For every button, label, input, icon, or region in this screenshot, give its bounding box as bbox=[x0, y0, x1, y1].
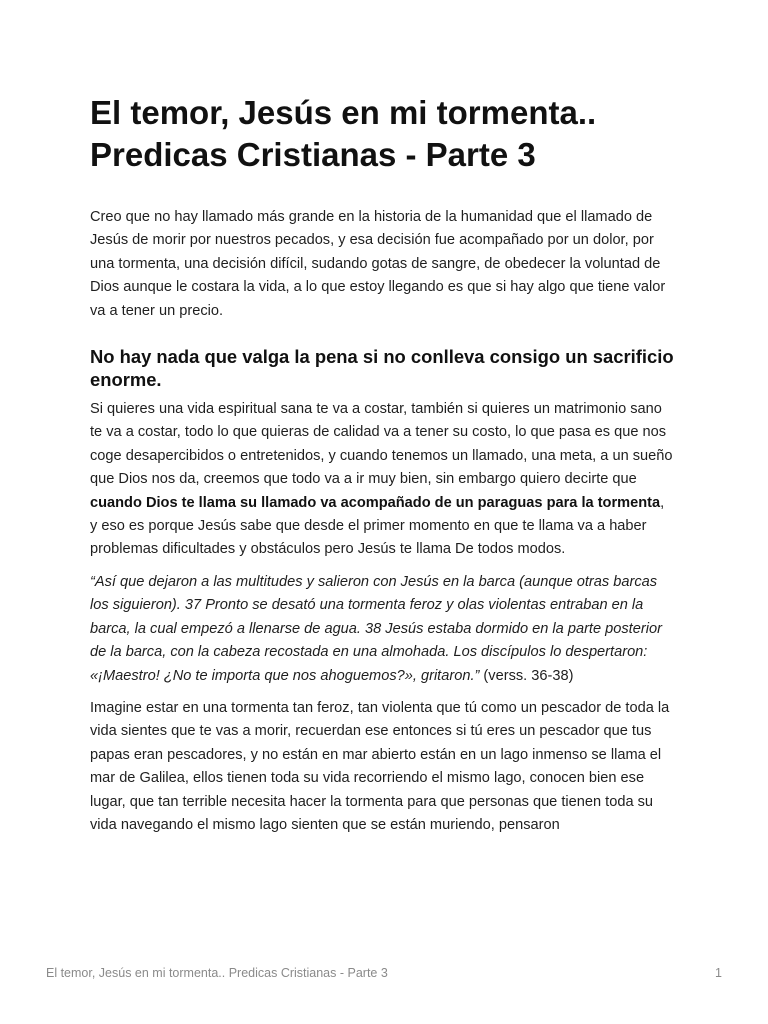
title-line-2: Predicas Cristianas - Parte 3 bbox=[90, 136, 536, 173]
bible-quote-reference: (verss. 36-38) bbox=[479, 667, 574, 684]
page-number: 1 bbox=[715, 966, 722, 980]
title-line-1: El temor, Jesús en mi tormenta.. bbox=[90, 94, 597, 131]
paragraph-calling-start: Si quieres una vida espiritual sana te va a costar, también si quieres un matrimonio sano te va a costar, todo lo que quieras de calidad va a tener su costo, lo que pasa es que nos coge desapercibidos o entretenidos, y cuando tenemos un llamado, una meta, a un sueño que Dios nos da, creemos que todo va a ir muy bien, sin embargo quiero decirte que bbox=[90, 401, 673, 488]
document-body bbox=[90, 92, 675, 846]
paragraph-storm: Imagine estar en una tormenta tan feroz, tan violenta que tú como un pescador de toda la vida sientes que te vas a morir, recuerdan ese entonces si tú eres un pescador que tus papas eran pescadores, y no están en mar abierto están en un lago inmenso se llama el mar de Galilea, ellos tienen toda su vida recorriendo el mismo lago, conocen bien ese lugar, que tan terrible necesita hacer la tormenta para que personas que tienen toda su vida navegando el mismo lago sienten que se están muriendo, pensaron bbox=[90, 699, 670, 833]
bible-quote bbox=[90, 571, 675, 688]
paragraph-calling-end: , y eso es porque Jesús sabe que desde el primer momento en que te llama va a haber problemas dificultades y obstáculos pero Jesús te llama De todos modos. bbox=[90, 494, 665, 558]
page-footer bbox=[46, 966, 722, 980]
document-title bbox=[90, 92, 675, 176]
paragraph-calling bbox=[90, 398, 675, 562]
paragraph-intro: Creo que no hay llamado más grande en la historia de la humanidad que el llamado de Jesús de morir por nuestros pecados, y esa decisión fue acompañado por un dolor, por una tormenta, una decisión difícil, sudando gotas de sangre, de obedecer la voluntad de Dios aunque le costara la vida, a lo que estoy llegando es que si hay algo que tiene valor va a tener un precio. bbox=[90, 209, 666, 319]
section-heading: No hay nada que valga la pena si no conlleva consigo un sacrificio enorme. bbox=[90, 346, 674, 391]
footer-title: El temor, Jesús en mi tormenta.. Predicas Cristianas - Parte 3 bbox=[46, 966, 388, 980]
paragraph-calling-bold: cuando Dios te llama su llamado va acompañado de un paraguas para la tormenta bbox=[90, 494, 661, 511]
bible-quote-text: “Así que dejaron a las multitudes y salieron con Jesús en la barca (aunque otras barcas los siguieron). 37 Pronto se desató una tormenta feroz y olas violentas entraban en la barca, la cual empezó a llenarse de agua. 38 Jesús estaba dormido en la parte posterior de la barca, con la cabeza recostada en una almohada. Los discípulos lo despertaron: «¡Maestro! ¿No te importa que nos ahoguemos?», gritaron.” bbox=[90, 573, 662, 684]
